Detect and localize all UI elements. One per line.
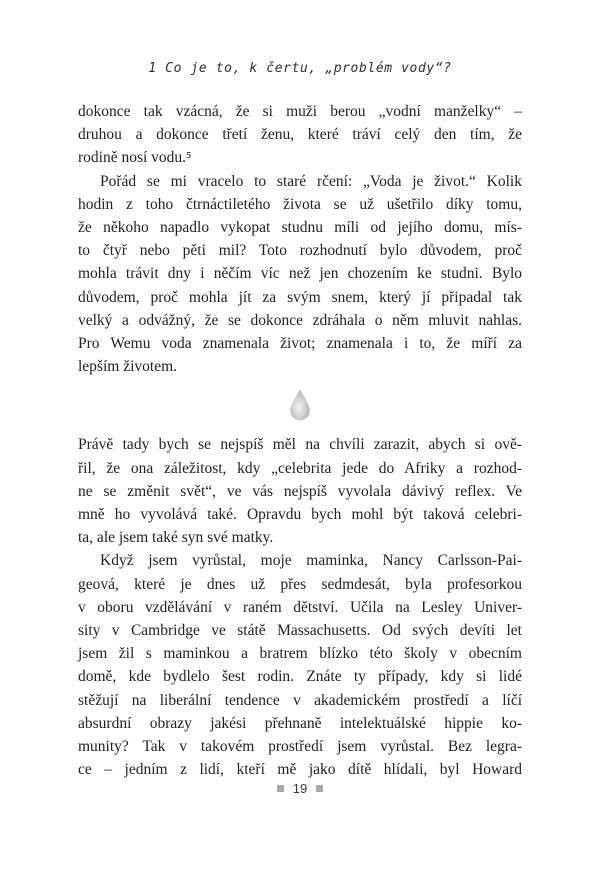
text-line: v oboru vzdělávání v raném dětství. Učila na Lesley Univer- — [78, 598, 522, 616]
paragraph — [78, 170, 522, 379]
text-line: ne se změnit svět“, ve vás nejspíš vyvolala dávivý reflex. Ve — [78, 482, 522, 500]
text-line: mohla trávit dny i něčím víc než jen chozením ke studni. Bylo — [78, 265, 522, 283]
page-number: 19 — [292, 781, 308, 796]
text-line: dokonce tak vzácná, že si muži berou „vodní manželky“ – — [78, 103, 522, 120]
text-line: stěžují na liberální tendence v akademickém prostředí a líčí — [78, 691, 522, 709]
text-line: domě, kde bydlelo šest rodin. Znáte ty případy, kdy si lidé — [78, 668, 522, 686]
text-line: Když jsem vyrůstal, moje maminka, Nancy Carlsson-Pai- — [100, 552, 522, 570]
section-break-ornament — [78, 387, 522, 420]
text-line: lepším životem. — [78, 358, 178, 376]
page-footer — [0, 781, 600, 796]
square-bullet-icon — [277, 785, 284, 792]
text-line: řil, že ona záležitost, kdy „celebrita jede do Afriky a rozhod- — [78, 459, 522, 477]
text-line: absurdní obrazy jakési přehnaně intelektuálské hippie ko- — [78, 714, 522, 732]
text-line: důvodem, proč mohla jít za svým snem, který jí připadal tak — [78, 288, 522, 306]
text-line: sity v Cambridge ve státě Massachusetts. Od svých devíti let — [78, 622, 522, 640]
paragraph — [78, 433, 522, 549]
text-line: to čtyř nebo pěti mil? Toto rozhodnutí bylo důvodem, proč — [78, 242, 522, 260]
text-line: druhou a dokonce třetí ženu, které tráví celý den tím, že — [78, 126, 522, 144]
text-line: rodině nosí vodu.⁵ — [78, 149, 192, 167]
text-line: ce – jedním z lidí, kteří mě jako dítě hlídali, byl Howard — [78, 761, 522, 779]
text-line: geová, které je dnes už přes sedmdesát, byla profesorkou — [78, 575, 522, 593]
text-line: že někoho napadlo vykopat studnu míli od jejího domu, mís- — [78, 219, 522, 237]
water-drop-icon — [287, 388, 313, 422]
paragraph — [78, 100, 522, 170]
text-line: Právě tady bych se nejspíš měl na chvíli zarazit, abych si ově- — [78, 436, 522, 454]
text-line: hodin z toho čtrnáctiletého života se už ušetřilo díky tomu, — [78, 195, 522, 213]
paragraph — [78, 549, 522, 781]
chapter-header: 1 Co je to, k čertu, „problém vody“? — [148, 61, 452, 76]
text-line: Pro Wemu voda znamenala život; znamenala i to, že míří za — [78, 335, 522, 353]
square-bullet-icon — [316, 785, 323, 792]
text-line: mně ho vyvolává také. Opravdu bych mohl být taková celebri- — [78, 506, 522, 524]
page-body — [78, 100, 522, 781]
text-line: jsem žil s maminkou a bratrem blízko této školy v obecním — [78, 645, 522, 663]
text-line: munity? Tak v takovém prostředí jsem vyrůstal. Bez legra- — [78, 738, 522, 756]
text-line: Pořád se mi vracelo to staré rčení: „Voda je život.“ Kolik — [100, 172, 522, 190]
text-line: velký a odvážný, že se dokonce zdráhala o něm mluvit nahlas. — [78, 311, 522, 329]
text-line: ta, ale jsem také syn své matky. — [78, 529, 274, 547]
